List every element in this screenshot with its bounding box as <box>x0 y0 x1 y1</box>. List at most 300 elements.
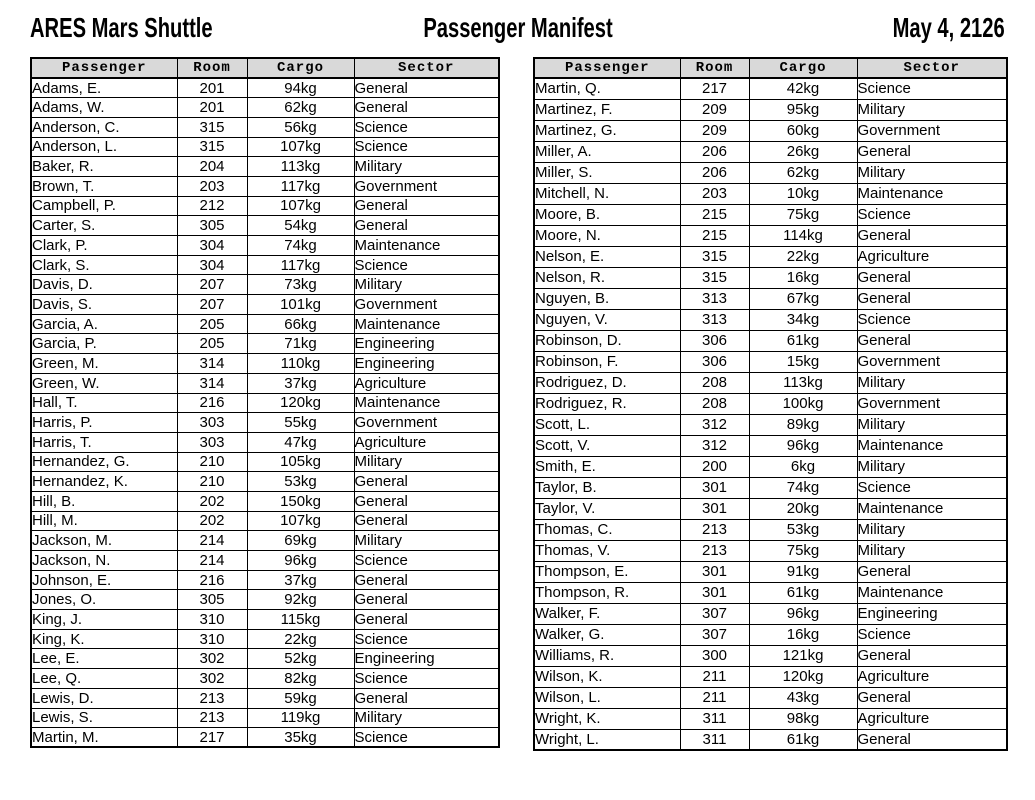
passenger-cell: Adams, W. <box>31 98 177 118</box>
room-cell: 213 <box>680 519 749 540</box>
passenger-cell: Smith, E. <box>534 456 680 477</box>
passenger-cell: Wright, K. <box>534 708 680 729</box>
passenger-cell: Thompson, R. <box>534 582 680 603</box>
sector-cell: General <box>354 491 499 511</box>
sector-cell: Maintenance <box>354 393 499 413</box>
room-cell: 313 <box>680 288 749 309</box>
cargo-cell: 61kg <box>749 582 857 603</box>
table-row <box>534 687 1007 708</box>
table-row <box>534 729 1007 750</box>
sector-cell: General <box>857 687 1007 708</box>
passenger-cell: Hernandez, G. <box>31 452 177 472</box>
cargo-cell: 94kg <box>247 78 354 98</box>
passenger-cell: Thompson, E. <box>534 561 680 582</box>
cargo-cell: 66kg <box>247 314 354 334</box>
sector-cell: Military <box>354 452 499 472</box>
room-cell: 307 <box>680 603 749 624</box>
table-row <box>31 688 499 708</box>
passenger-cell: Harris, T. <box>31 432 177 452</box>
passenger-cell: Green, M. <box>31 354 177 374</box>
room-cell: 206 <box>680 141 749 162</box>
sector-cell: Maintenance <box>354 236 499 256</box>
sector-cell: Agriculture <box>857 666 1007 687</box>
sector-cell: Engineering <box>857 603 1007 624</box>
cargo-cell: 52kg <box>247 649 354 669</box>
cargo-cell: 91kg <box>749 561 857 582</box>
passenger-cell: Rodriguez, R. <box>534 393 680 414</box>
passenger-cell: Rodriguez, D. <box>534 372 680 393</box>
sector-cell: Maintenance <box>857 183 1007 204</box>
sector-cell: General <box>354 610 499 630</box>
passenger-cell: Nelson, R. <box>534 267 680 288</box>
column-header-cargo: Cargo <box>247 58 354 78</box>
passenger-cell: Nguyen, V. <box>534 309 680 330</box>
sector-cell: Maintenance <box>857 582 1007 603</box>
sector-cell: General <box>354 511 499 531</box>
sector-cell: Engineering <box>354 649 499 669</box>
cargo-cell: 117kg <box>247 255 354 275</box>
cargo-cell: 35kg <box>247 728 354 748</box>
sector-cell: Military <box>354 708 499 728</box>
passenger-cell: Walker, G. <box>534 624 680 645</box>
sector-cell: Agriculture <box>354 373 499 393</box>
table-header-row <box>534 58 1007 78</box>
table-row <box>534 561 1007 582</box>
sector-cell: Maintenance <box>857 435 1007 456</box>
sector-cell: Science <box>857 624 1007 645</box>
sector-cell: General <box>857 645 1007 666</box>
passenger-cell: Hernandez, K. <box>31 472 177 492</box>
sector-cell: Science <box>857 477 1007 498</box>
table-row <box>534 246 1007 267</box>
table-row <box>31 610 499 630</box>
room-cell: 214 <box>177 551 247 571</box>
table-row <box>31 157 499 177</box>
table-row <box>534 498 1007 519</box>
table-row <box>534 162 1007 183</box>
passenger-cell: Lee, E. <box>31 649 177 669</box>
sector-cell: Engineering <box>354 354 499 374</box>
room-cell: 301 <box>680 561 749 582</box>
table-row <box>31 314 499 334</box>
table-row <box>31 728 499 748</box>
passenger-cell: Brown, T. <box>31 176 177 196</box>
cargo-cell: 107kg <box>247 196 354 216</box>
column-header-room: Room <box>177 58 247 78</box>
passenger-cell: Lewis, D. <box>31 688 177 708</box>
room-cell: 306 <box>680 330 749 351</box>
cargo-cell: 61kg <box>749 729 857 750</box>
sector-cell: Military <box>354 157 499 177</box>
cargo-cell: 82kg <box>247 669 354 689</box>
room-cell: 303 <box>177 432 247 452</box>
table-row <box>31 531 499 551</box>
ship-title <box>30 12 284 44</box>
table-row <box>31 354 499 374</box>
sector-cell: Military <box>354 531 499 551</box>
cargo-cell: 105kg <box>247 452 354 472</box>
passenger-cell: Scott, V. <box>534 435 680 456</box>
sector-cell: General <box>354 98 499 118</box>
ship-title-text: ARES Mars Shuttle <box>30 12 213 43</box>
room-cell: 205 <box>177 314 247 334</box>
cargo-cell: 120kg <box>247 393 354 413</box>
passenger-cell: Miller, S. <box>534 162 680 183</box>
room-cell: 204 <box>177 157 247 177</box>
table-row <box>534 351 1007 372</box>
table-header-row <box>31 58 499 78</box>
sector-cell: General <box>857 330 1007 351</box>
table-row <box>534 372 1007 393</box>
room-cell: 209 <box>680 120 749 141</box>
passenger-cell: Jones, O. <box>31 590 177 610</box>
cargo-cell: 15kg <box>749 351 857 372</box>
room-cell: 310 <box>177 610 247 630</box>
cargo-cell: 110kg <box>247 354 354 374</box>
room-cell: 214 <box>177 531 247 551</box>
cargo-cell: 107kg <box>247 511 354 531</box>
passenger-cell: Lewis, S. <box>31 708 177 728</box>
page-title <box>386 12 649 44</box>
sector-cell: Science <box>354 728 499 748</box>
cargo-cell: 96kg <box>749 435 857 456</box>
room-cell: 210 <box>177 472 247 492</box>
sector-cell: Agriculture <box>354 432 499 452</box>
passenger-cell: Harris, P. <box>31 413 177 433</box>
passenger-cell: Garcia, A. <box>31 314 177 334</box>
passenger-cell: Mitchell, N. <box>534 183 680 204</box>
cargo-cell: 71kg <box>247 334 354 354</box>
document-date <box>849 12 1005 44</box>
room-cell: 315 <box>177 137 247 157</box>
cargo-cell: 98kg <box>749 708 857 729</box>
table-row <box>534 204 1007 225</box>
manifest-table-left <box>30 57 500 748</box>
sector-cell: Government <box>857 120 1007 141</box>
passenger-cell: Thomas, C. <box>534 519 680 540</box>
room-cell: 301 <box>680 582 749 603</box>
sector-cell: Military <box>857 456 1007 477</box>
cargo-cell: 95kg <box>749 99 857 120</box>
passenger-cell: Clark, P. <box>31 236 177 256</box>
room-cell: 311 <box>680 708 749 729</box>
sector-cell: General <box>354 472 499 492</box>
cargo-cell: 55kg <box>247 413 354 433</box>
cargo-cell: 115kg <box>247 610 354 630</box>
table-row <box>534 456 1007 477</box>
table-row <box>534 624 1007 645</box>
passenger-cell: King, K. <box>31 629 177 649</box>
passenger-cell: Taylor, B. <box>534 477 680 498</box>
cargo-cell: 101kg <box>247 295 354 315</box>
room-cell: 213 <box>177 708 247 728</box>
table-row <box>534 603 1007 624</box>
passenger-cell: Wilson, L. <box>534 687 680 708</box>
room-cell: 302 <box>177 669 247 689</box>
sector-cell: Science <box>857 309 1007 330</box>
table-row <box>31 176 499 196</box>
table-row <box>31 708 499 728</box>
room-cell: 311 <box>680 729 749 750</box>
cargo-cell: 56kg <box>247 117 354 137</box>
table-row <box>31 452 499 472</box>
room-cell: 206 <box>680 162 749 183</box>
sector-cell: General <box>857 225 1007 246</box>
table-row <box>31 472 499 492</box>
passenger-cell: Martinez, F. <box>534 99 680 120</box>
table-row <box>31 295 499 315</box>
passenger-cell: Wright, L. <box>534 729 680 750</box>
cargo-cell: 61kg <box>749 330 857 351</box>
room-cell: 202 <box>177 511 247 531</box>
room-cell: 202 <box>177 491 247 511</box>
cargo-cell: 120kg <box>749 666 857 687</box>
passenger-cell: Hill, M. <box>31 511 177 531</box>
cargo-cell: 26kg <box>749 141 857 162</box>
sector-cell: Military <box>857 162 1007 183</box>
table-row <box>534 435 1007 456</box>
room-cell: 305 <box>177 216 247 236</box>
cargo-cell: 75kg <box>749 540 857 561</box>
cargo-cell: 22kg <box>247 629 354 649</box>
passenger-cell: Hill, B. <box>31 491 177 511</box>
cargo-cell: 42kg <box>749 78 857 99</box>
table-row <box>534 645 1007 666</box>
sector-cell: Government <box>354 295 499 315</box>
sector-cell: General <box>354 196 499 216</box>
cargo-cell: 37kg <box>247 570 354 590</box>
passenger-cell: Wilson, K. <box>534 666 680 687</box>
passenger-cell: Anderson, L. <box>31 137 177 157</box>
sector-cell: General <box>857 288 1007 309</box>
room-cell: 201 <box>177 98 247 118</box>
room-cell: 304 <box>177 236 247 256</box>
passenger-cell: Hall, T. <box>31 393 177 413</box>
cargo-cell: 89kg <box>749 414 857 435</box>
table-row <box>31 236 499 256</box>
cargo-cell: 100kg <box>749 393 857 414</box>
passenger-cell: Garcia, P. <box>31 334 177 354</box>
table-row <box>31 216 499 236</box>
sector-cell: Government <box>354 176 499 196</box>
table-row <box>534 78 1007 99</box>
sector-cell: General <box>857 267 1007 288</box>
room-cell: 300 <box>680 645 749 666</box>
table-row <box>534 393 1007 414</box>
table-row <box>31 137 499 157</box>
room-cell: 216 <box>177 393 247 413</box>
sector-cell: Engineering <box>354 334 499 354</box>
column-header-room: Room <box>680 58 749 78</box>
table-row <box>534 540 1007 561</box>
sector-cell: Science <box>354 669 499 689</box>
cargo-cell: 62kg <box>749 162 857 183</box>
sector-cell: General <box>857 561 1007 582</box>
sector-cell: Government <box>857 351 1007 372</box>
manifest-table-right <box>533 57 1008 751</box>
sector-cell: General <box>354 688 499 708</box>
sector-cell: Military <box>857 99 1007 120</box>
room-cell: 215 <box>680 204 749 225</box>
cargo-cell: 67kg <box>749 288 857 309</box>
sector-cell: Maintenance <box>857 498 1007 519</box>
table-row <box>534 330 1007 351</box>
passenger-cell: Robinson, F. <box>534 351 680 372</box>
room-cell: 310 <box>177 629 247 649</box>
sector-cell: Agriculture <box>857 708 1007 729</box>
cargo-cell: 114kg <box>749 225 857 246</box>
sector-cell: General <box>354 570 499 590</box>
cargo-cell: 43kg <box>749 687 857 708</box>
cargo-cell: 74kg <box>247 236 354 256</box>
cargo-cell: 75kg <box>749 204 857 225</box>
passenger-cell: Clark, S. <box>31 255 177 275</box>
table-body <box>31 78 499 747</box>
room-cell: 208 <box>680 393 749 414</box>
sector-cell: Science <box>857 204 1007 225</box>
table-row <box>534 666 1007 687</box>
cargo-cell: 117kg <box>247 176 354 196</box>
room-cell: 215 <box>680 225 749 246</box>
passenger-cell: Nguyen, B. <box>534 288 680 309</box>
passenger-cell: Green, W. <box>31 373 177 393</box>
cargo-cell: 47kg <box>247 432 354 452</box>
room-cell: 203 <box>680 183 749 204</box>
room-cell: 314 <box>177 354 247 374</box>
passenger-cell: Moore, B. <box>534 204 680 225</box>
passenger-cell: Moore, N. <box>534 225 680 246</box>
room-cell: 207 <box>177 295 247 315</box>
table-row <box>534 288 1007 309</box>
passenger-cell: Davis, S. <box>31 295 177 315</box>
room-cell: 315 <box>177 117 247 137</box>
table-row <box>31 98 499 118</box>
passenger-cell: Johnson, E. <box>31 570 177 590</box>
table-row <box>31 491 499 511</box>
room-cell: 201 <box>177 78 247 98</box>
cargo-cell: 20kg <box>749 498 857 519</box>
cargo-cell: 53kg <box>247 472 354 492</box>
cargo-cell: 60kg <box>749 120 857 141</box>
cargo-cell: 121kg <box>749 645 857 666</box>
sector-cell: Military <box>857 414 1007 435</box>
table-row <box>31 117 499 137</box>
room-cell: 312 <box>680 414 749 435</box>
table-row <box>31 255 499 275</box>
table-row <box>31 334 499 354</box>
document-date-text: May 4, 2126 <box>892 12 1005 43</box>
room-cell: 208 <box>680 372 749 393</box>
sector-cell: Science <box>354 137 499 157</box>
room-cell: 210 <box>177 452 247 472</box>
passenger-cell: Carter, S. <box>31 216 177 236</box>
room-cell: 212 <box>177 196 247 216</box>
passenger-cell: Martin, M. <box>31 728 177 748</box>
table-row <box>31 570 499 590</box>
table-row <box>31 551 499 571</box>
room-cell: 200 <box>680 456 749 477</box>
cargo-cell: 22kg <box>749 246 857 267</box>
room-cell: 213 <box>177 688 247 708</box>
passenger-cell: Williams, R. <box>534 645 680 666</box>
room-cell: 301 <box>680 498 749 519</box>
sector-cell: Military <box>857 540 1007 561</box>
table-row <box>534 477 1007 498</box>
passenger-cell: Scott, L. <box>534 414 680 435</box>
table-row <box>31 629 499 649</box>
cargo-cell: 54kg <box>247 216 354 236</box>
sector-cell: Government <box>857 393 1007 414</box>
sector-cell: Military <box>857 372 1007 393</box>
cargo-cell: 59kg <box>247 688 354 708</box>
table-row <box>534 582 1007 603</box>
room-cell: 213 <box>680 540 749 561</box>
passenger-cell: Thomas, V. <box>534 540 680 561</box>
table-body <box>534 78 1007 750</box>
table-row <box>534 183 1007 204</box>
column-header-passenger: Passenger <box>534 58 680 78</box>
table-row <box>31 393 499 413</box>
passenger-cell: Walker, F. <box>534 603 680 624</box>
room-cell: 216 <box>177 570 247 590</box>
sector-cell: Government <box>354 413 499 433</box>
room-cell: 205 <box>177 334 247 354</box>
sector-cell: Science <box>354 629 499 649</box>
cargo-cell: 16kg <box>749 267 857 288</box>
cargo-cell: 10kg <box>749 183 857 204</box>
cargo-cell: 96kg <box>749 603 857 624</box>
passenger-cell: King, J. <box>31 610 177 630</box>
column-header-sector: Sector <box>857 58 1007 78</box>
sector-cell: Military <box>354 275 499 295</box>
room-cell: 301 <box>680 477 749 498</box>
page-title-text: Passenger Manifest <box>422 12 613 43</box>
cargo-cell: 37kg <box>247 373 354 393</box>
room-cell: 306 <box>680 351 749 372</box>
passenger-cell: Adams, E. <box>31 78 177 98</box>
table-row <box>534 519 1007 540</box>
room-cell: 209 <box>680 99 749 120</box>
table-row <box>534 309 1007 330</box>
table-row <box>31 511 499 531</box>
cargo-cell: 62kg <box>247 98 354 118</box>
sector-cell: Science <box>354 117 499 137</box>
table-row <box>31 373 499 393</box>
table-row <box>31 649 499 669</box>
cargo-cell: 34kg <box>749 309 857 330</box>
table-row <box>31 590 499 610</box>
table-row <box>534 225 1007 246</box>
table-row <box>534 267 1007 288</box>
cargo-cell: 16kg <box>749 624 857 645</box>
cargo-cell: 107kg <box>247 137 354 157</box>
passenger-cell: Lee, Q. <box>31 669 177 689</box>
sector-cell: General <box>354 590 499 610</box>
passenger-cell: Martinez, G. <box>534 120 680 141</box>
passenger-cell: Miller, A. <box>534 141 680 162</box>
room-cell: 203 <box>177 176 247 196</box>
passenger-cell: Jackson, N. <box>31 551 177 571</box>
table-row <box>31 78 499 98</box>
room-cell: 314 <box>177 373 247 393</box>
sector-cell: Science <box>354 255 499 275</box>
cargo-cell: 6kg <box>749 456 857 477</box>
table-row <box>31 432 499 452</box>
passenger-cell: Anderson, C. <box>31 117 177 137</box>
cargo-cell: 69kg <box>247 531 354 551</box>
room-cell: 303 <box>177 413 247 433</box>
room-cell: 211 <box>680 687 749 708</box>
